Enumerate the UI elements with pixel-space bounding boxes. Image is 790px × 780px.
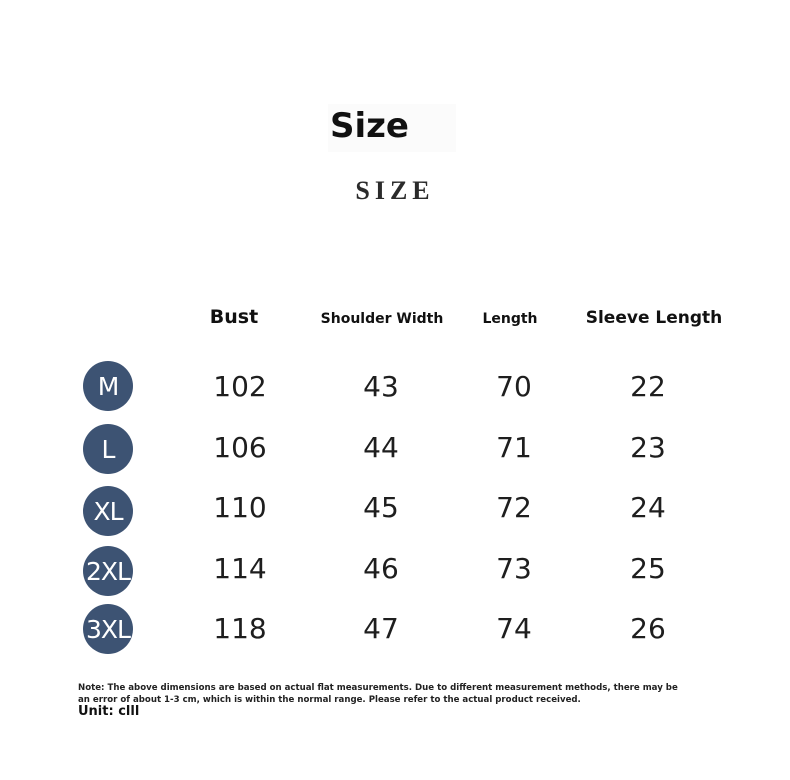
cell-bust: 110 bbox=[213, 491, 267, 524]
cell-bust: 114 bbox=[213, 552, 267, 585]
cell-shoulder-width: 43 bbox=[363, 370, 399, 403]
page-subtitle: SIZE bbox=[355, 176, 435, 205]
cell-bust: 118 bbox=[213, 612, 267, 645]
header-sleeve-length: Sleeve Length bbox=[585, 308, 723, 328]
cell-shoulder-width: 47 bbox=[363, 612, 399, 645]
size-badge-m: M bbox=[83, 361, 133, 411]
cell-length: 72 bbox=[496, 491, 532, 524]
cell-bust: 106 bbox=[213, 431, 267, 464]
unit-label: Unit: clll bbox=[78, 704, 140, 719]
size-badge-2xl: 2XL bbox=[83, 546, 133, 596]
cell-sleeve-length: 23 bbox=[630, 431, 666, 464]
size-badge-xl: XL bbox=[83, 486, 133, 536]
header-bust: Bust bbox=[209, 306, 259, 328]
cell-length: 70 bbox=[496, 370, 532, 403]
measurement-note: Note: The above dimensions are based on actual flat measurements. Due to different measurement methods, there may be an error of about 1-3 cm, which is within the normal range. Please refer to the actual product received. bbox=[78, 683, 678, 705]
cell-shoulder-width: 46 bbox=[363, 552, 399, 585]
cell-length: 71 bbox=[496, 431, 532, 464]
cell-shoulder-width: 44 bbox=[363, 431, 399, 464]
cell-length: 73 bbox=[496, 552, 532, 585]
cell-sleeve-length: 22 bbox=[630, 370, 666, 403]
size-badge-3xl: 3XL bbox=[83, 604, 133, 654]
size-badge-l: L bbox=[83, 424, 133, 474]
cell-sleeve-length: 24 bbox=[630, 491, 666, 524]
page-title: Size bbox=[328, 104, 456, 152]
cell-length: 74 bbox=[496, 612, 532, 645]
cell-sleeve-length: 25 bbox=[630, 552, 666, 585]
header-length: Length bbox=[482, 311, 538, 327]
cell-shoulder-width: 45 bbox=[363, 491, 399, 524]
cell-bust: 102 bbox=[213, 370, 267, 403]
cell-sleeve-length: 26 bbox=[630, 612, 666, 645]
header-shoulder-width: Shoulder Width bbox=[320, 311, 444, 327]
